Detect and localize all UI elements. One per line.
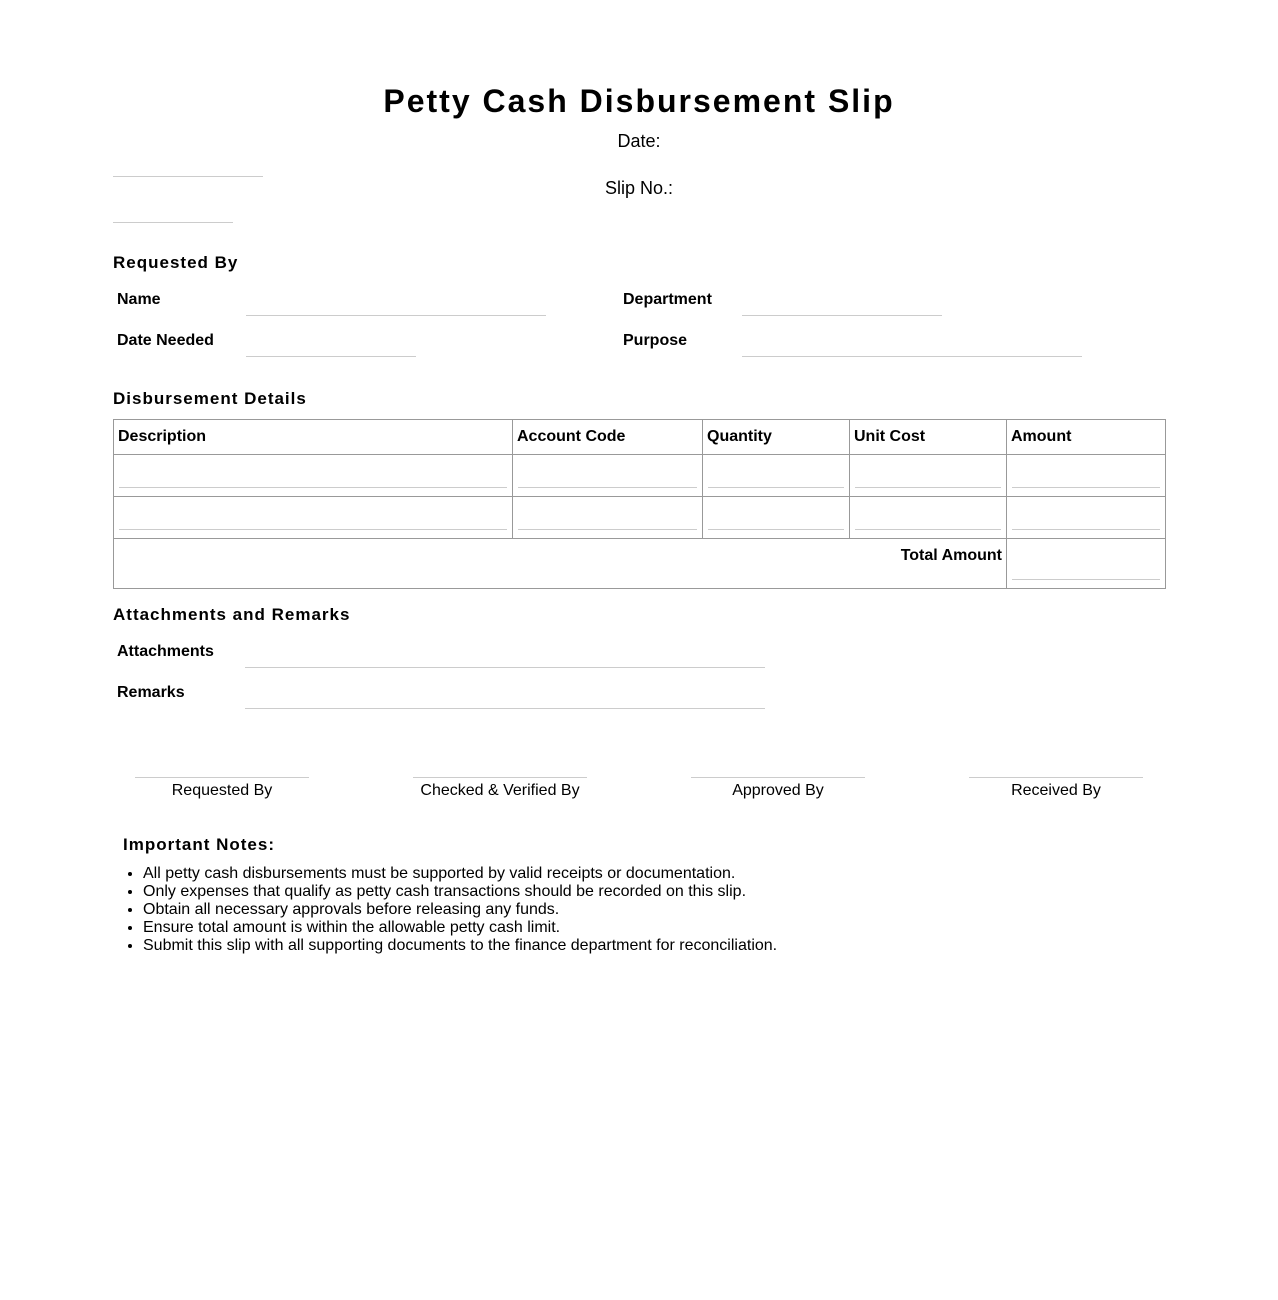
description-cell[interactable] [114, 497, 513, 539]
total-amount-cell[interactable] [1007, 539, 1166, 589]
attachments-field[interactable] [245, 667, 765, 668]
slip-no-label: Slip No.: [604, 178, 674, 198]
date-needed-label: Date Needed [117, 332, 214, 349]
approved-by-signature-label: Approved By [732, 782, 824, 799]
list-item: • Ensure total amount is within the allowable petty cash limit. [143, 919, 1143, 937]
amount-cell[interactable] [1007, 455, 1166, 497]
list-item: • Obtain all necessary approvals before releasing any funds. [143, 901, 1143, 919]
checked-verified-signature-label: Checked & Verified By [420, 782, 580, 799]
table-header-row [114, 420, 1166, 455]
department-field[interactable] [742, 315, 942, 316]
remarks-label: Remarks [117, 684, 185, 701]
page-title: Petty Cash Disbursement Slip [383, 83, 895, 119]
amount-cell[interactable] [1007, 497, 1166, 539]
total-amount-label: Total Amount [114, 539, 1007, 589]
unit-cost-cell[interactable] [850, 497, 1007, 539]
date-needed-field[interactable] [246, 356, 416, 357]
name-label: Name [117, 291, 161, 308]
checked-verified-signature-line[interactable] [413, 777, 587, 778]
description-cell[interactable] [114, 455, 513, 497]
received-by-signature-line[interactable] [969, 777, 1143, 778]
requested-by-signature-label: Requested By [171, 782, 273, 799]
quantity-cell[interactable] [703, 455, 850, 497]
received-by-signature-label: Received By [1011, 782, 1101, 799]
col-unit-cost-header: Unit Cost [850, 420, 1007, 455]
attachments-heading: Attachments and Remarks [113, 605, 351, 624]
date-label: Date: [617, 131, 661, 151]
approved-by-signature-line[interactable] [691, 777, 865, 778]
col-quantity-header: Quantity [703, 420, 850, 455]
slip-no-field[interactable] [113, 222, 233, 223]
unit-cost-cell[interactable] [850, 455, 1007, 497]
purpose-label: Purpose [623, 332, 688, 349]
account-code-cell[interactable] [513, 455, 703, 497]
remarks-field[interactable] [245, 708, 765, 709]
important-notes-list [113, 865, 1143, 955]
col-description-header: Description [114, 420, 513, 455]
account-code-cell[interactable] [513, 497, 703, 539]
list-item: • Only expenses that qualify as petty cash transactions should be recorded on this slip. [143, 883, 1143, 901]
disbursement-heading: Disbursement Details [113, 389, 307, 408]
list-item: • Submit this slip with all supporting documents to the finance department for reconciliation. [143, 937, 1143, 955]
purpose-field[interactable] [742, 356, 1082, 357]
list-item: • All petty cash disbursements must be supported by valid receipts or documentation. [143, 865, 1143, 883]
col-account-code-header: Account Code [513, 420, 703, 455]
col-amount-header: Amount [1007, 420, 1166, 455]
requested-by-signature-line[interactable] [135, 777, 309, 778]
quantity-cell[interactable] [703, 497, 850, 539]
requested-by-heading: Requested By [113, 253, 239, 272]
name-field[interactable] [246, 315, 546, 316]
table-row [114, 497, 1166, 539]
disbursement-table [113, 419, 1166, 589]
table-row [114, 455, 1166, 497]
total-row [114, 539, 1166, 589]
attachments-label: Attachments [117, 643, 214, 660]
important-notes-heading: Important Notes: [123, 835, 275, 854]
department-label: Department [623, 291, 712, 308]
